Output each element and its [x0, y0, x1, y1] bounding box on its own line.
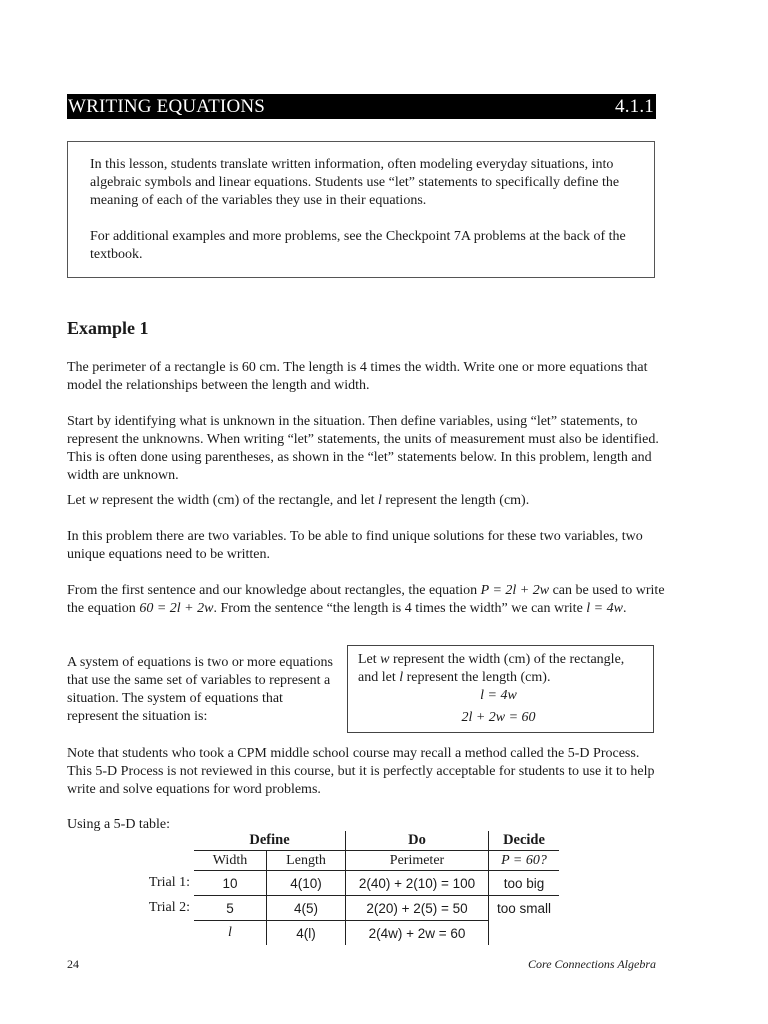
system-equation-1: l = 4w [480, 688, 517, 703]
let-statement: Let w represent the width (cm) of the rectangle, and let l represent the length (cm). [67, 493, 530, 508]
group-do: Do [346, 831, 489, 851]
table-group-header-row [133, 831, 559, 851]
system-let-line-2: and let l represent the length (cm). [358, 670, 551, 685]
lesson-intro-box [67, 141, 655, 278]
row-label [133, 921, 194, 946]
example-heading: Example 1 [67, 318, 149, 338]
var-w: w [89, 493, 99, 508]
five-d-note: Note that students who took a CPM middle school course may recall a method called the 5-D Process. This 5-D Process is not reviewed in this course, but it is perfectly acceptable for students to use it to help write and solve equations for word problems. [67, 746, 655, 797]
intro-paragraph: In this lesson, students translate written information, often modeling everyday situations, into algebraic symbols and linear equations. Students use “let” statements to specifically define the meaning of each of the variables they use in their equations. [90, 157, 620, 208]
start-paragraph: Start by identifying what is unknown in the situation. Then define variables, using “let” statements, to represent the unknowns. When writing “let” statements, the units of measurement must also be identified. This is often done using parentheses, as shown in the “let” statements below. In this problem, length and width are unknown. [67, 414, 659, 483]
book-title: Core Connections Algebra [528, 957, 656, 971]
row-label: Trial 1: [148, 875, 190, 890]
lesson-title: WRITING EQUATIONS [68, 95, 266, 117]
cell-perimeter: 2(20) + 2(5) = 50 [346, 896, 489, 921]
cell-decide: too big [489, 871, 560, 896]
substituted-equation: 60 = 2l + 2w [139, 601, 214, 616]
table-row [133, 871, 559, 896]
equation-derivation-paragraph: From the first sentence and our knowledge about rectangles, the equation P = 2l + 2w can be used to write the equation 60 = 2l + 2w. From the sentence “the length is 4 times the width” we can write l = 4w. [67, 583, 665, 616]
group-define: Define [249, 832, 290, 848]
col-decide-check: P = 60? [489, 851, 560, 871]
group-decide: Decide [489, 831, 560, 851]
cell-perimeter: 2(40) + 2(10) = 100 [346, 871, 489, 896]
problem-statement: The perimeter of a rectangle is 60 cm. The length is 4 times the width. Write one or more equations that model the relationships between the length and width. [67, 360, 648, 393]
var-l: l [378, 493, 382, 508]
cell-decide: too small [489, 896, 560, 921]
col-perimeter: Perimeter [346, 851, 489, 871]
lesson-section-number: 4.1.1 [615, 95, 654, 117]
cell-perimeter: 2(4w) + 2w = 60 [346, 921, 489, 946]
two-variables-paragraph: In this problem there are two variables. To be able to find unique solutions for these two variables, two unique equations need to be written. [67, 529, 643, 562]
table-row [133, 921, 559, 946]
cell-width: l [194, 921, 267, 946]
row-label: Trial 2: [148, 900, 190, 915]
table-row [133, 896, 559, 921]
lesson-header-bar [67, 94, 656, 119]
page-number: 24 [67, 957, 79, 971]
five-d-table [133, 831, 559, 945]
intro-paragraph: For additional examples and more problems, see the Checkpoint 7A problems at the back of the textbook. [90, 229, 626, 262]
col-width: Width [194, 851, 267, 871]
cell-length: 4(5) [267, 896, 346, 921]
system-equation-2: 2l + 2w = 60 [461, 710, 536, 725]
system-definition-text: A system of equations is two or more equations that use the same set of variables to represent a situation. The system of equations that represent the situation is: [67, 655, 333, 724]
system-of-equations-box [347, 645, 654, 733]
table-intro: Using a 5-D table: [67, 817, 171, 832]
cell-length: 4(l) [267, 921, 346, 946]
table-column-header-row [133, 851, 559, 871]
cell-length: 4(10) [267, 871, 346, 896]
perimeter-equation: P = 2l + 2w [480, 583, 550, 598]
cell-decide [489, 921, 560, 946]
length-equation: l = 4w [586, 601, 623, 616]
cell-width: 10 [194, 871, 267, 896]
col-length: Length [267, 851, 346, 871]
cell-width: 5 [194, 896, 267, 921]
system-let-line-1: Let w represent the width (cm) of the rectangle, [358, 652, 625, 667]
